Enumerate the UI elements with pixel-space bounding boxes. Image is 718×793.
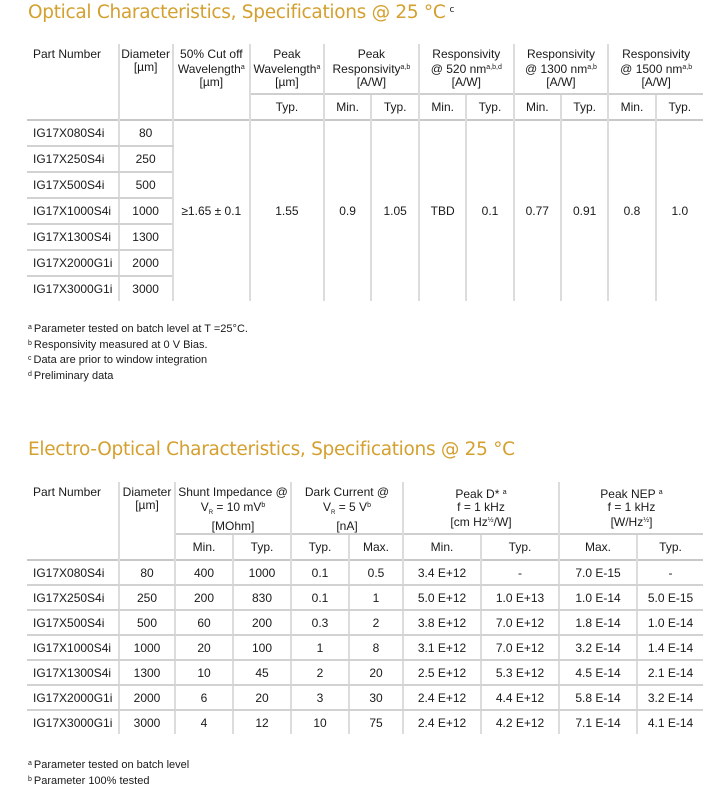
- part-number-cell: IG17X1300S4i: [27, 224, 119, 250]
- header-diameter: Diameter [µm]: [119, 44, 173, 120]
- diameter-cell: 3000: [119, 710, 175, 734]
- header-peak-d-star: Peak D* $^a$ f = 1 kHz [cm Hz$^{\frac{1}{2}}$/W]: [403, 482, 559, 534]
- dark-max-cell: 0.5: [349, 560, 403, 585]
- diameter-cell: 1300: [119, 224, 173, 250]
- dark-max-cell: 1: [349, 585, 403, 610]
- diameter-cell: 250: [119, 146, 173, 172]
- table-row: [27, 120, 703, 146]
- optical-section-title: [28, 2, 454, 23]
- d-star-min-cell: 2.5 E+12: [403, 660, 481, 685]
- optical-spec-table: [27, 44, 703, 301]
- nep-typ-cell: 1.4 E-14: [637, 635, 703, 660]
- table-row: [27, 710, 703, 734]
- optical-title-text: Optical Characteristics, Specifications @ 25 °C: [28, 2, 446, 23]
- d-star-typ-cell: 1.0 E+13: [481, 585, 559, 610]
- part-number-cell: IG17X080S4i: [27, 120, 119, 146]
- diameter-cell: 250: [119, 585, 175, 610]
- d-star-min-cell: 3.4 E+12: [403, 560, 481, 585]
- nep-max-cell: 1.8 E-14: [559, 610, 637, 635]
- diameter-cell: 1000: [119, 198, 173, 224]
- subheader-cell: Typ.: [466, 94, 513, 120]
- shunt-min-cell: 400: [175, 560, 233, 585]
- d-star-typ-cell: 7.0 E+12: [481, 610, 559, 635]
- dark-typ-cell: 0.1: [291, 560, 349, 585]
- nep-max-cell: 1.0 E-14: [559, 585, 637, 610]
- header-part-number: Part Number: [33, 47, 102, 61]
- shunt-min-cell: 60: [175, 610, 233, 635]
- table-row: [27, 585, 703, 610]
- responsivity-1300-min: 0.77: [514, 120, 561, 301]
- header-responsivity-1500: Responsivity @ 1500 nm$^{a,b}$ [A/W]: [608, 44, 703, 94]
- d-star-typ-cell: 4.4 E+12: [481, 685, 559, 710]
- footnote: $^a$ Parameter tested on batch level: [28, 759, 190, 771]
- part-number-cell: IG17X080S4i: [27, 560, 119, 585]
- diameter-cell: 1300: [119, 660, 175, 685]
- shunt-typ-cell: 830: [233, 585, 291, 610]
- nep-max-cell: 4.5 E-14: [559, 660, 637, 685]
- footnote: $^b$ Parameter 100% tested: [28, 774, 150, 787]
- header-row: [27, 482, 703, 534]
- subheader-cell: Typ.: [250, 94, 324, 120]
- diameter-cell: 80: [119, 120, 173, 146]
- footnote: $^b$ Responsivity measured at 0 V Bias.: [28, 338, 208, 351]
- part-number-cell: IG17X2000G1i: [27, 250, 119, 276]
- dark-max-cell: 75: [349, 710, 403, 734]
- dark-typ-cell: 2: [291, 660, 349, 685]
- subheader-cell: Min.: [419, 94, 466, 120]
- dark-typ-cell: 0.3: [291, 610, 349, 635]
- header-row: [27, 44, 703, 94]
- dark-max-cell: 20: [349, 660, 403, 685]
- subheader-cell: Min.: [403, 534, 481, 560]
- responsivity-1300-typ: 0.91: [561, 120, 608, 301]
- header-part-number: Part Number: [33, 485, 102, 499]
- responsivity-520-min: TBD: [419, 120, 466, 301]
- responsivity-1500-typ: 1.0: [656, 120, 703, 301]
- part-number-cell: IG17X3000G1i: [33, 715, 113, 730]
- subheader-cell: Min.: [324, 94, 372, 120]
- diameter-cell: 2000: [119, 250, 173, 276]
- nep-typ-cell: 2.1 E-14: [637, 660, 703, 685]
- subheader-cell: Typ.: [291, 534, 349, 560]
- subheader-cell: Min.: [514, 94, 561, 120]
- part-number-cell: IG17X250S4i: [27, 585, 119, 610]
- nep-typ-cell: 5.0 E-15: [637, 585, 703, 610]
- subheader-cell: Typ.: [561, 94, 608, 120]
- nep-max-cell: 7.0 E-15: [559, 560, 637, 585]
- shunt-typ-cell: 200: [233, 610, 291, 635]
- diameter-cell: 1000: [119, 635, 175, 660]
- part-number-cell: IG17X250S4i: [27, 146, 119, 172]
- table-row: [27, 685, 703, 710]
- part-number-cell: IG17X3000G1i: [33, 282, 113, 296]
- table-row: [27, 635, 703, 660]
- header-responsivity-520: Responsivity @ 520 nm$^{a,b,d}$ [A/W]: [419, 44, 514, 94]
- electro-optical-table-body: [27, 560, 703, 734]
- dark-max-cell: 2: [349, 610, 403, 635]
- subheader-cell: Typ.: [637, 534, 703, 560]
- subheader-cell: Min.: [175, 534, 233, 560]
- part-number-cell: IG17X2000G1i: [27, 685, 119, 710]
- nep-typ-cell: 1.0 E-14: [637, 610, 703, 635]
- nep-typ-cell: -: [637, 560, 703, 585]
- dark-max-cell: 30: [349, 685, 403, 710]
- diameter-cell: 500: [119, 172, 173, 198]
- table-row: [27, 560, 703, 585]
- peak-wavelength-typ: 1.55: [250, 120, 324, 301]
- shunt-typ-cell: 20: [233, 685, 291, 710]
- subheader-cell: Typ.: [371, 94, 419, 120]
- d-star-min-cell: 3.8 E+12: [403, 610, 481, 635]
- subheader-cell: Typ.: [481, 534, 559, 560]
- diameter-cell: 500: [119, 610, 175, 635]
- d-star-typ-cell: -: [481, 560, 559, 585]
- header-responsivity-1300: Responsivity @ 1300 nm$^{a,b}$ [A/W]: [514, 44, 609, 94]
- d-star-min-cell: 2.4 E+12: [403, 710, 481, 734]
- header-shunt-impedance: Shunt Impedance @ $V_R = 10$ mV$^b$ [MOhm]: [175, 482, 291, 534]
- peak-responsivity-min: 0.9: [324, 120, 372, 301]
- shunt-min-cell: 6: [175, 685, 233, 710]
- electro-optical-spec-table: [27, 482, 703, 734]
- shunt-typ-cell: 1000: [233, 560, 291, 585]
- responsivity-1500-min: 0.8: [608, 120, 655, 301]
- dark-typ-cell: 10: [291, 710, 349, 734]
- shunt-typ-cell: 12: [233, 710, 291, 734]
- cutoff-wavelength-value: ≥1.65 ± 0.1: [173, 120, 251, 301]
- dark-typ-cell: 1: [291, 635, 349, 660]
- d-star-typ-cell: 4.2 E+12: [481, 710, 559, 734]
- peak-responsivity-typ: 1.05: [371, 120, 419, 301]
- part-number-cell: IG17X1000S4i: [27, 635, 119, 660]
- optical-footnotes: [28, 321, 248, 383]
- subheader-cell: Max.: [559, 534, 637, 560]
- subheader-cell: Max.: [349, 534, 403, 560]
- diameter-cell: 2000: [119, 685, 175, 710]
- nep-max-cell: 7.1 E-14: [559, 710, 637, 734]
- nep-typ-cell: 4.1 E-14: [637, 710, 703, 734]
- dark-typ-cell: 3: [291, 685, 349, 710]
- footnote: $^d$ Preliminary data: [28, 369, 114, 382]
- nep-max-cell: 5.8 E-14: [559, 685, 637, 710]
- responsivity-520-typ: 0.1: [466, 120, 513, 301]
- part-number-cell: IG17X1300S4i: [27, 660, 119, 685]
- header-dark-current: Dark Current @ $V_R = 5$ V$^b$ [nA]: [291, 482, 403, 534]
- title-footnote-mark: c: [449, 5, 455, 15]
- header-diameter: Diameter [µm]: [119, 482, 175, 560]
- header-peak-wavelength: Peak Wavelength$^a$ [µm]: [250, 44, 324, 94]
- header-peak-responsivity: Peak Responsivity$^{a,b}$ [A/W]: [324, 44, 419, 94]
- nep-max-cell: 3.2 E-14: [559, 635, 637, 660]
- subheader-cell: Min.: [608, 94, 655, 120]
- dark-max-cell: 8: [349, 635, 403, 660]
- subheader-cell: Typ.: [233, 534, 291, 560]
- part-number-cell: IG17X500S4i: [27, 610, 119, 635]
- shunt-min-cell: 4: [175, 710, 233, 734]
- part-number-cell: IG17X1000S4i: [27, 198, 119, 224]
- electro-optical-section-title: [28, 439, 515, 460]
- electro-optical-title-text: Electro-Optical Characteristics, Specifications @ 25 °C: [28, 439, 515, 460]
- d-star-typ-cell: 5.3 E+12: [481, 660, 559, 685]
- shunt-min-cell: 10: [175, 660, 233, 685]
- d-star-min-cell: 3.1 E+12: [403, 635, 481, 660]
- diameter-cell: 3000: [119, 276, 173, 301]
- nep-typ-cell: 3.2 E-14: [637, 685, 703, 710]
- d-star-min-cell: 5.0 E+12: [403, 585, 481, 610]
- shunt-min-cell: 200: [175, 585, 233, 610]
- subheader-cell: Typ.: [656, 94, 703, 120]
- shunt-typ-cell: 100: [233, 635, 291, 660]
- d-star-min-cell: 2.4 E+12: [403, 685, 481, 710]
- dark-typ-cell: 0.1: [291, 585, 349, 610]
- footnote: $^c$ Data are prior to window integration: [28, 354, 208, 366]
- shunt-typ-cell: 45: [233, 660, 291, 685]
- d-star-typ-cell: 7.0 E+12: [481, 635, 559, 660]
- diameter-cell: 80: [119, 560, 175, 585]
- part-number-cell: IG17X500S4i: [27, 172, 119, 198]
- electro-optical-footnotes: [28, 757, 189, 788]
- table-row: [27, 660, 703, 685]
- footnote: $^a$ Parameter tested on batch level at T =25°C.: [28, 323, 248, 335]
- table-row: [27, 610, 703, 635]
- shunt-min-cell: 20: [175, 635, 233, 660]
- header-peak-nep: Peak NEP $^a$ f = 1 kHz [W/Hz$^{\frac{1}{2}}$]: [559, 482, 703, 534]
- header-cutoff-wavelength: 50% Cut off Wavelength$^a$ [µm]: [173, 44, 251, 120]
